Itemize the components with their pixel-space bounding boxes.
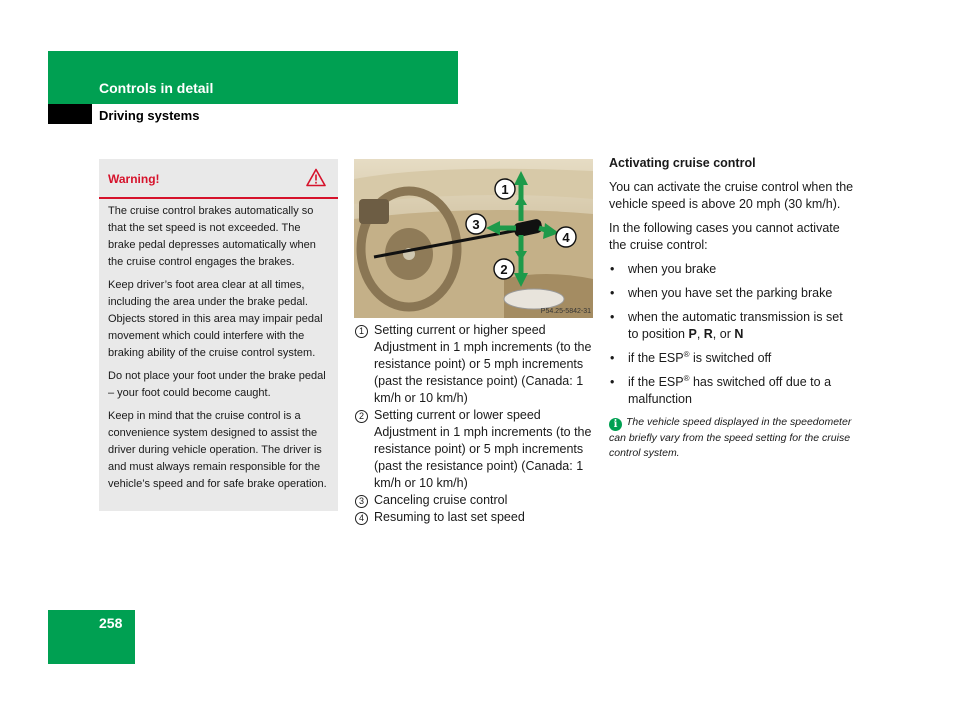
legend-text: Setting current or lower speed Adjustment in 1 mph increments (to the resistance point) or 5 mph increments (past the resistance point) (Canada: 1 km/h or 10 km/h) — [374, 408, 592, 490]
body-paragraph: In the following cases you cannot activate the cruise control: — [609, 221, 840, 252]
body-paragraph: You can activate the cruise control when the vehicle speed is above 20 mph (30 km/h). — [609, 180, 854, 211]
gear-p: P — [688, 327, 697, 341]
svg-text:3: 3 — [472, 217, 480, 232]
subsection-heading: Activating cruise control — [609, 156, 756, 170]
figure-legend — [354, 322, 594, 526]
callout-1 — [495, 179, 515, 199]
warning-paragraph: Do not place your foot under the brake pedal – your foot could become caught. — [108, 370, 326, 399]
svg-text:2: 2 — [500, 262, 508, 277]
list-item — [609, 374, 854, 408]
legend-item — [354, 492, 594, 509]
list-item — [609, 261, 854, 278]
warning-header — [99, 159, 338, 199]
warning-paragraph: Keep in mind that the cruise control is a convenience system designed to assist the driver during vehicle operation. The driver is and must always remain responsible for the vehicle’s speed and for safe brake operation. — [108, 410, 327, 490]
svg-text:1: 1 — [501, 182, 509, 197]
figure-code: P54.25-5842-31 — [540, 308, 591, 315]
list-item-text: if the ESP — [628, 375, 684, 389]
list-item-text: is switched off — [689, 351, 772, 365]
callout-2 — [494, 259, 514, 279]
warning-triangle-icon — [306, 168, 326, 192]
info-icon: i — [609, 418, 622, 431]
info-note — [609, 415, 854, 461]
legend-text: Canceling cruise control — [374, 493, 508, 507]
dashboard-illustration — [354, 159, 593, 318]
callout-3 — [466, 214, 486, 234]
section-marker — [48, 104, 92, 124]
page-number: 258 — [99, 615, 123, 631]
gear-n: N — [734, 327, 744, 341]
warning-paragraph: The cruise control brakes automatically so that the set speed is not exceeded. The brake pedal depresses automatically when the cruise control engages the brakes. — [108, 205, 316, 268]
warning-label: Warning! — [108, 172, 160, 186]
warning-body — [99, 199, 338, 493]
legend-number: 3 — [355, 495, 368, 508]
list-item-text: when you brake — [628, 262, 717, 276]
list-item-text: if the ESP — [628, 351, 684, 365]
warning-paragraph: Keep driver’s foot area clear at all times, including the area under the brake pedal. Objects stored in this area may impair pedal movement which could interfere with the braking ability of the cruise control system. — [108, 279, 323, 359]
legend-item — [354, 509, 594, 526]
header-band — [48, 51, 458, 104]
legend-number: 4 — [355, 512, 368, 525]
list-item — [609, 309, 854, 343]
gear-r: R — [703, 327, 713, 341]
registered-mark: ® — [683, 349, 690, 359]
right-column — [609, 155, 854, 468]
list-item-text: has switched off due to a malfunction — [628, 375, 832, 406]
callout-4 — [556, 227, 576, 247]
cruise-control-lever-figure — [354, 159, 593, 318]
registered-mark: ® — [683, 373, 690, 383]
separator: , — [696, 327, 704, 341]
legend-text: Setting current or higher speed Adjustment in 1 mph increments (to the resistance point) or 5 mph increments (past the resistance point) (Canada: 1 km/h or 10 km/h) — [374, 323, 592, 405]
legend-number: 2 — [355, 410, 368, 423]
list-item — [609, 350, 854, 367]
chapter-title: Controls in detail — [99, 80, 214, 96]
separator: , or — [712, 327, 735, 341]
list-item-text: when you have set the parking brake — [628, 286, 833, 300]
legend-item — [354, 322, 594, 407]
list-item-text: when the automatic transmission is set to position — [628, 310, 843, 341]
legend-number: 1 — [355, 325, 368, 338]
section-title: Driving systems — [99, 108, 200, 123]
legend-text: Resuming to last set speed — [374, 510, 525, 524]
warning-box — [99, 159, 338, 511]
list-item — [609, 285, 854, 302]
svg-text:4: 4 — [562, 230, 570, 245]
info-note-text: The vehicle speed displayed in the speedometer can briefly vary from the speed setting for the cruise control system. — [609, 416, 852, 459]
conditions-list — [609, 261, 854, 408]
legend-item — [354, 407, 594, 492]
